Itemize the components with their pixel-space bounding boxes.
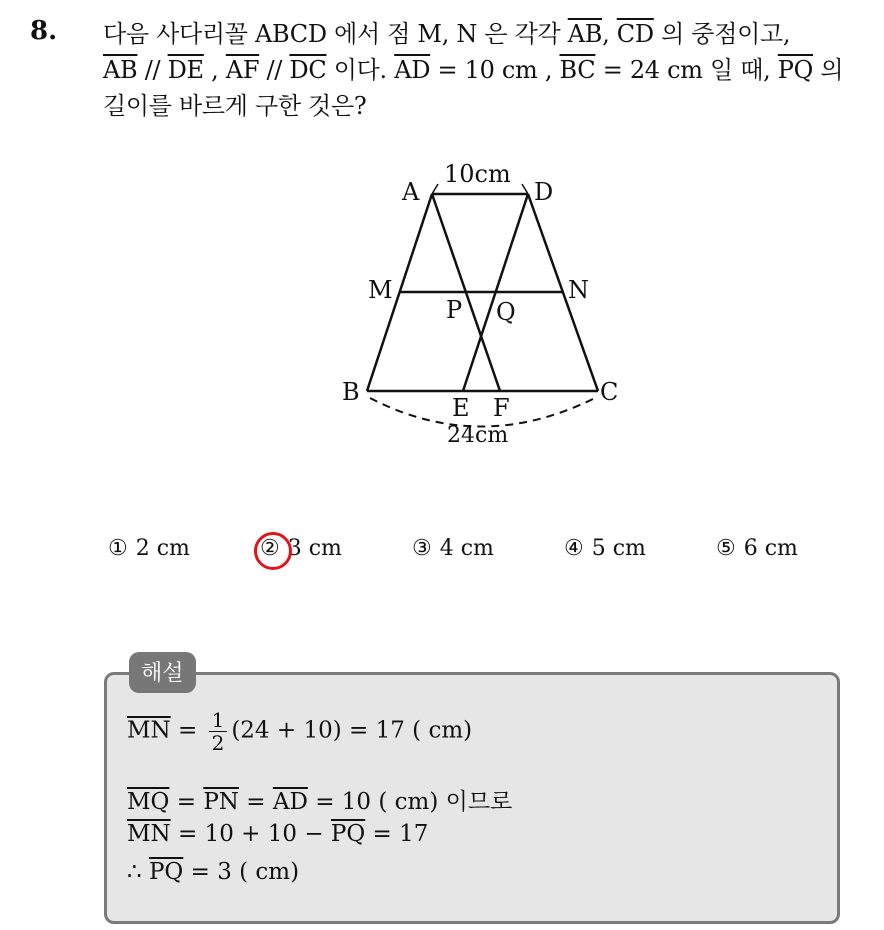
statement-line-1: 다음 사다리꼴 ABCD 에서 점 M, N 은 각각 $\overline{AB}$, $\overline{CD}$ 의 중점이고, (103, 20, 791, 48)
fraction-numerator: 1 (209, 709, 228, 732)
segment-ab: $\overline{AB}$ (103, 56, 138, 84)
fraction (209, 709, 228, 754)
label-q: Q (496, 298, 516, 326)
fraction-denominator: 2 (211, 731, 225, 755)
choice-number: ① (108, 536, 128, 561)
statement-text: 의 중점이고, (653, 20, 791, 48)
segment-mn: $\overline{MN}$ (127, 717, 171, 744)
choice-1[interactable] (108, 536, 190, 561)
statement-text: 다음 사다리꼴 ABCD 에서 점 M, N 은 각각 (103, 20, 568, 48)
label-m: M (368, 276, 393, 304)
statement-line-2: $\overline{AB} // \overline{DE}$ , $\overline{AF} // \overline{DC}$ 이다. $\overline{AD} = 10$ cm , $\overline{BC} = 24$ cm 일 때, $\overline{PQ}$ 의 (103, 56, 844, 84)
choice-number: ③ (412, 536, 432, 561)
therefore-symbol: ∴ (127, 859, 149, 885)
statement-text: 이다. (326, 56, 395, 84)
segment-af: $\overline{AF}$ (225, 56, 260, 84)
segment-de: $\overline{DE}$ (167, 56, 204, 84)
solution-text: (24 + 10) = 17 ( cm) (231, 717, 473, 744)
solution-line-3 (127, 821, 428, 847)
segment-mn: $\overline{MN}$ (127, 821, 171, 847)
solution-text: = (170, 717, 205, 744)
segment-pq: $\overline{PQ}$ (777, 56, 814, 84)
statement-text: = 24 cm 일 때, (595, 56, 778, 84)
solution-text: = 17 (365, 821, 429, 847)
label-c: C (600, 378, 619, 406)
label-b: B (342, 378, 360, 406)
choice-number: ② (260, 536, 280, 561)
statement-line-3: 길이를 바르게 구한 것은? (103, 92, 367, 120)
selected-answer-mark (254, 532, 292, 570)
choice-text: 2 cm (135, 536, 190, 561)
choice-3[interactable] (412, 536, 494, 561)
segment-ab: $\overline{AB}$ (567, 20, 603, 48)
choice-text: 6 cm (743, 536, 798, 561)
top-length-label: 10cm (444, 160, 511, 188)
segment-pn: $\overline{PN}$ (203, 789, 239, 815)
choice-5[interactable] (716, 536, 798, 561)
solution-box (104, 672, 840, 924)
segment-bc: $\overline{BC}$ (559, 56, 596, 84)
segment-pq: $\overline{PQ}$ (148, 859, 184, 885)
label-p: P (446, 296, 463, 324)
label-f: F (493, 394, 510, 422)
solution-line-1 (127, 709, 472, 754)
choice-number: ④ (564, 536, 584, 561)
trapezoid-lines (367, 184, 598, 391)
solution-text: = 3 ( cm) (183, 859, 300, 885)
solution-line-4 (127, 859, 299, 885)
segment-cd: $\overline{CD}$ (616, 20, 654, 48)
statement-text: 의 (813, 56, 844, 84)
segment-dc: $\overline{DC}$ (289, 56, 327, 84)
segment-ad: $\overline{AD}$ (394, 56, 431, 84)
choice-2[interactable] (260, 536, 342, 561)
solution-text: = 10 ( cm) 이므로 (307, 789, 513, 815)
label-a: A (402, 178, 420, 206)
choice-text: 5 cm (591, 536, 646, 561)
label-d: D (534, 178, 554, 206)
question-statement (103, 16, 873, 124)
segment-mq: $\overline{MQ}$ (127, 789, 170, 815)
question-number: 8. (30, 16, 58, 46)
label-e: E (452, 394, 470, 422)
solution-text: = 10 + 10 − (170, 821, 331, 847)
bottom-length-label: 24cm (447, 423, 509, 448)
solution-line-2: $\overline{MQ} = \overline{PN} = \overline{AD} = 10$ ( cm) 이므로 (127, 789, 513, 815)
choice-text: 4 cm (439, 536, 494, 561)
trapezoid-figure (330, 150, 640, 460)
segment-ad: $\overline{AD}$ (272, 789, 308, 815)
choice-4[interactable] (564, 536, 646, 561)
solution-tag: 해설 (129, 652, 196, 693)
choice-text: 3 cm (287, 536, 342, 561)
answer-choices (108, 536, 828, 570)
statement-text: = 10 cm , (430, 56, 560, 84)
choice-number: ⑤ (716, 536, 736, 561)
label-n: N (568, 276, 589, 304)
segment-pq: $\overline{PQ}$ (330, 821, 366, 847)
